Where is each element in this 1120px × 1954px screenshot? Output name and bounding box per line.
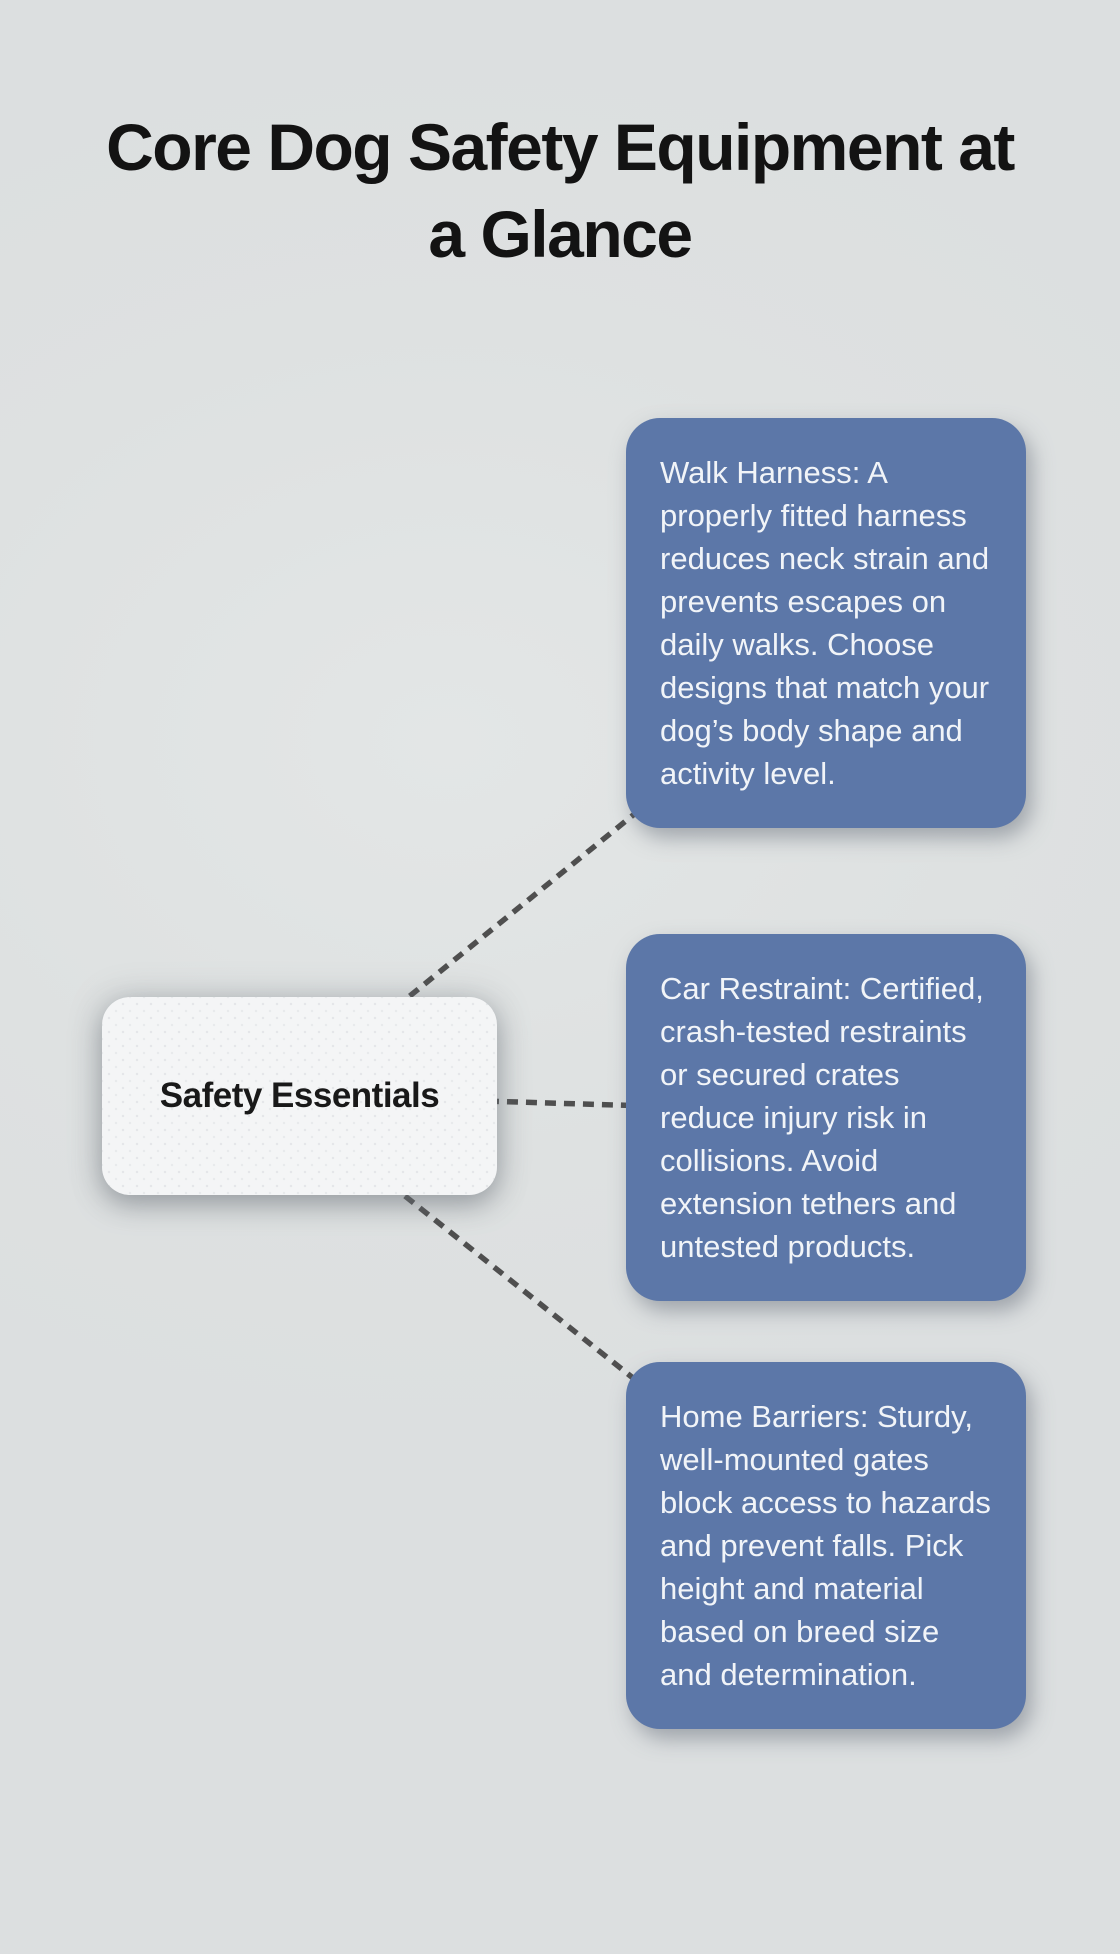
branch-card-car-restraint	[626, 934, 1026, 1301]
branch-card-home-barriers	[626, 1362, 1026, 1729]
connector-line-home-barriers	[405, 1196, 648, 1390]
page-title-line-2: a Glance	[428, 197, 692, 271]
branch-card-walk-harness-text: Walk Harness: A properly fitted harness reduces neck strain and prevents escapes on daily walks. Choose designs that match your dog’s body shape and activity level.	[660, 455, 990, 791]
branch-card-walk-harness	[626, 418, 1026, 828]
connector-line-walk-harness	[395, 803, 648, 1008]
central-node-label: Safety Essentials	[159, 1076, 440, 1115]
branch-card-home-barriers-text: Home Barriers: Sturdy, well-mounted gates block access to hazards and prevent falls. Pick height and material based on breed size and determination.	[660, 1399, 991, 1692]
page-title-line-1: Core Dog Safety Equipment at	[106, 110, 1014, 184]
central-node-safety-essentials	[102, 997, 497, 1195]
branch-card-car-restraint-text: Car Restraint: Certified, crash-tested restraints or secured crates reduce injury risk in collisions. Avoid extension tethers and untested products.	[660, 971, 984, 1264]
